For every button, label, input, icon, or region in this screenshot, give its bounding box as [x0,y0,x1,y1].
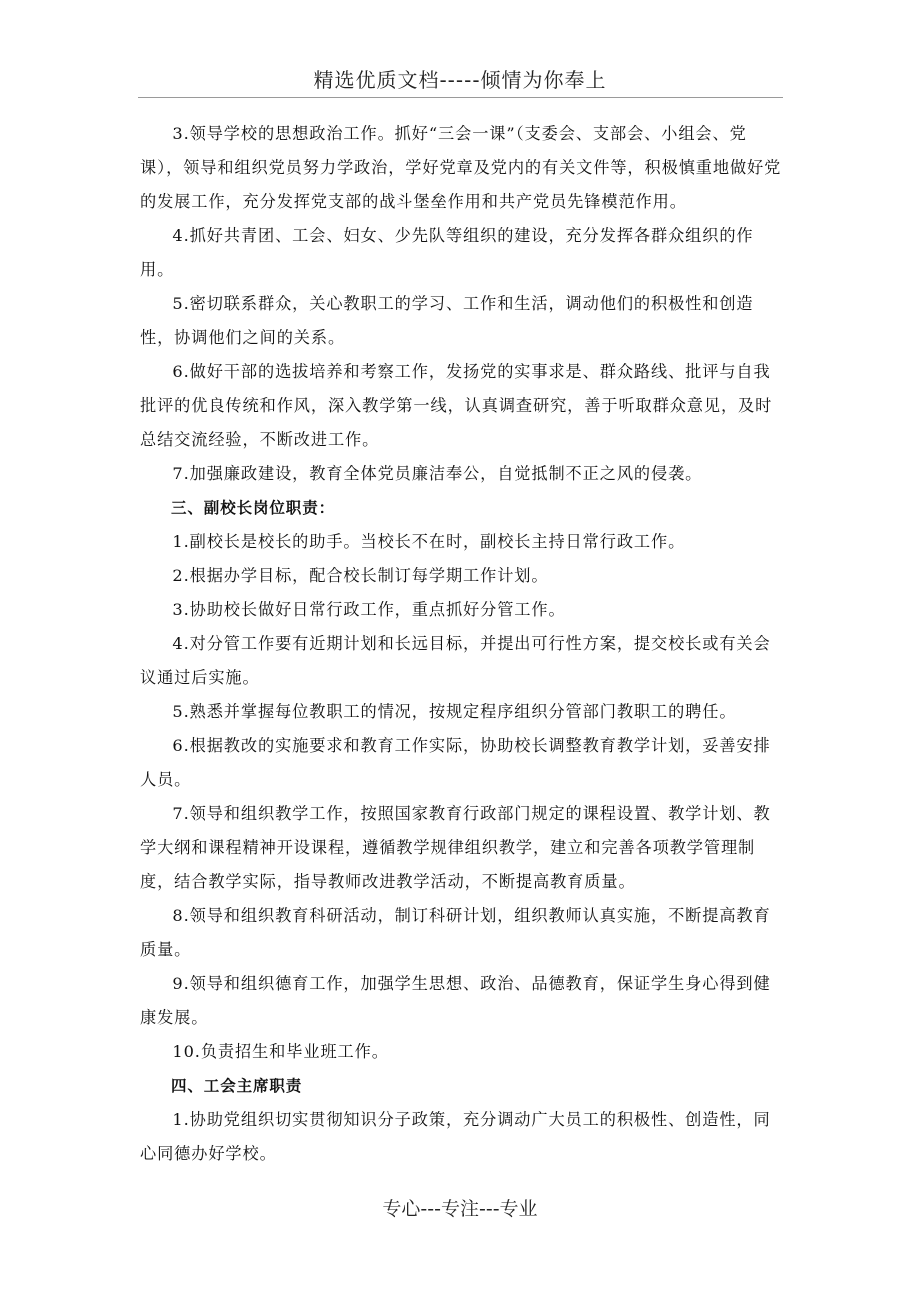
paragraph: 3.领导学校的思想政治工作。抓好“三会一课”（支委会、支部会、小组会、党课），领导和组织党员努力学政治，学好党章及党内的有关文件等，积极慎重地做好党的发展工作，充分发挥党支部的战斗堡垒作用和共产党员先锋模范作用。 [140,124,782,211]
paragraph: 5.熟悉并掌握每位教职工的情况，按规定程序组织分管部门教职工的聘任。 [172,702,737,721]
paragraph: 9.领导和组织德育工作，加强学生思想、政治、品德教育，保证学生身心得到健康发展。 [140,974,771,1027]
paragraph: 3.协助校长做好日常行政工作，重点抓好分管工作。 [172,600,566,619]
paragraph: 6.做好干部的选拔培养和考察工作，发扬党的实事求是、群众路线、批评与自我批评的优良传统和作风，深入教学第一线，认真调查研究，善于听取群众意见，及时总结交流经验，不断改进工作。 [140,362,773,449]
section-heading: 三、副校长岗位职责： [171,499,336,517]
header-divider [138,97,783,98]
paragraph: 1.协助党组织切实贯彻知识分子政策，充分调动广大员工的积极性、创造性，同心同德办好学校。 [140,1110,771,1163]
page-footer: 专心---专注---专业 [382,1198,538,1220]
paragraph: 8.领导和组织教育科研活动，制订科研计划，组织教师认真实施，不断提高教育质量。 [140,906,771,959]
paragraph: 5.密切联系群众，关心教职工的学习、工作和生活，调动他们的积极性和创造性，协调他们之间的关系。 [140,294,754,347]
paragraph: 10.负责招生和毕业班工作。 [172,1042,389,1061]
paragraph: 1.副校长是校长的助手。当校长不在时，副校长主持日常行政工作。 [172,532,686,551]
paragraph: 2.根据办学目标，配合校长制订每学期工作计划。 [172,566,549,585]
paragraph: 4.对分管工作要有近期计划和长远目标，并提出可行性方案，提交校长或有关会议通过后实施。 [140,634,771,687]
paragraph: 6.根据教改的实施要求和教育工作实际，协助校长调整教育教学计划，妥善安排人员。 [140,736,771,789]
paragraph: 7.领导和组织教学工作，按照国家教育行政部门规定的课程设置、教学计划、教学大纲和课程精神开设课程，遵循教学规律组织教学，建立和完善各项教学管理制度，结合教学实际，指导教师改进教学活动，不断提高教育质量。 [140,804,771,891]
page-header: 精选优质文档-----倾情为你奉上 [313,68,607,92]
paragraph: 4.抓好共青团、工会、妇女、少先队等组织的建设，充分发挥各群众组织的作用。 [140,226,754,279]
section-heading: 四、工会主席职责 [171,1077,303,1095]
paragraph: 7.加强廉政建设，教育全体党员廉洁奉公，自觉抵制不正之风的侵袭。 [172,464,703,483]
document-body [140,117,782,1171]
